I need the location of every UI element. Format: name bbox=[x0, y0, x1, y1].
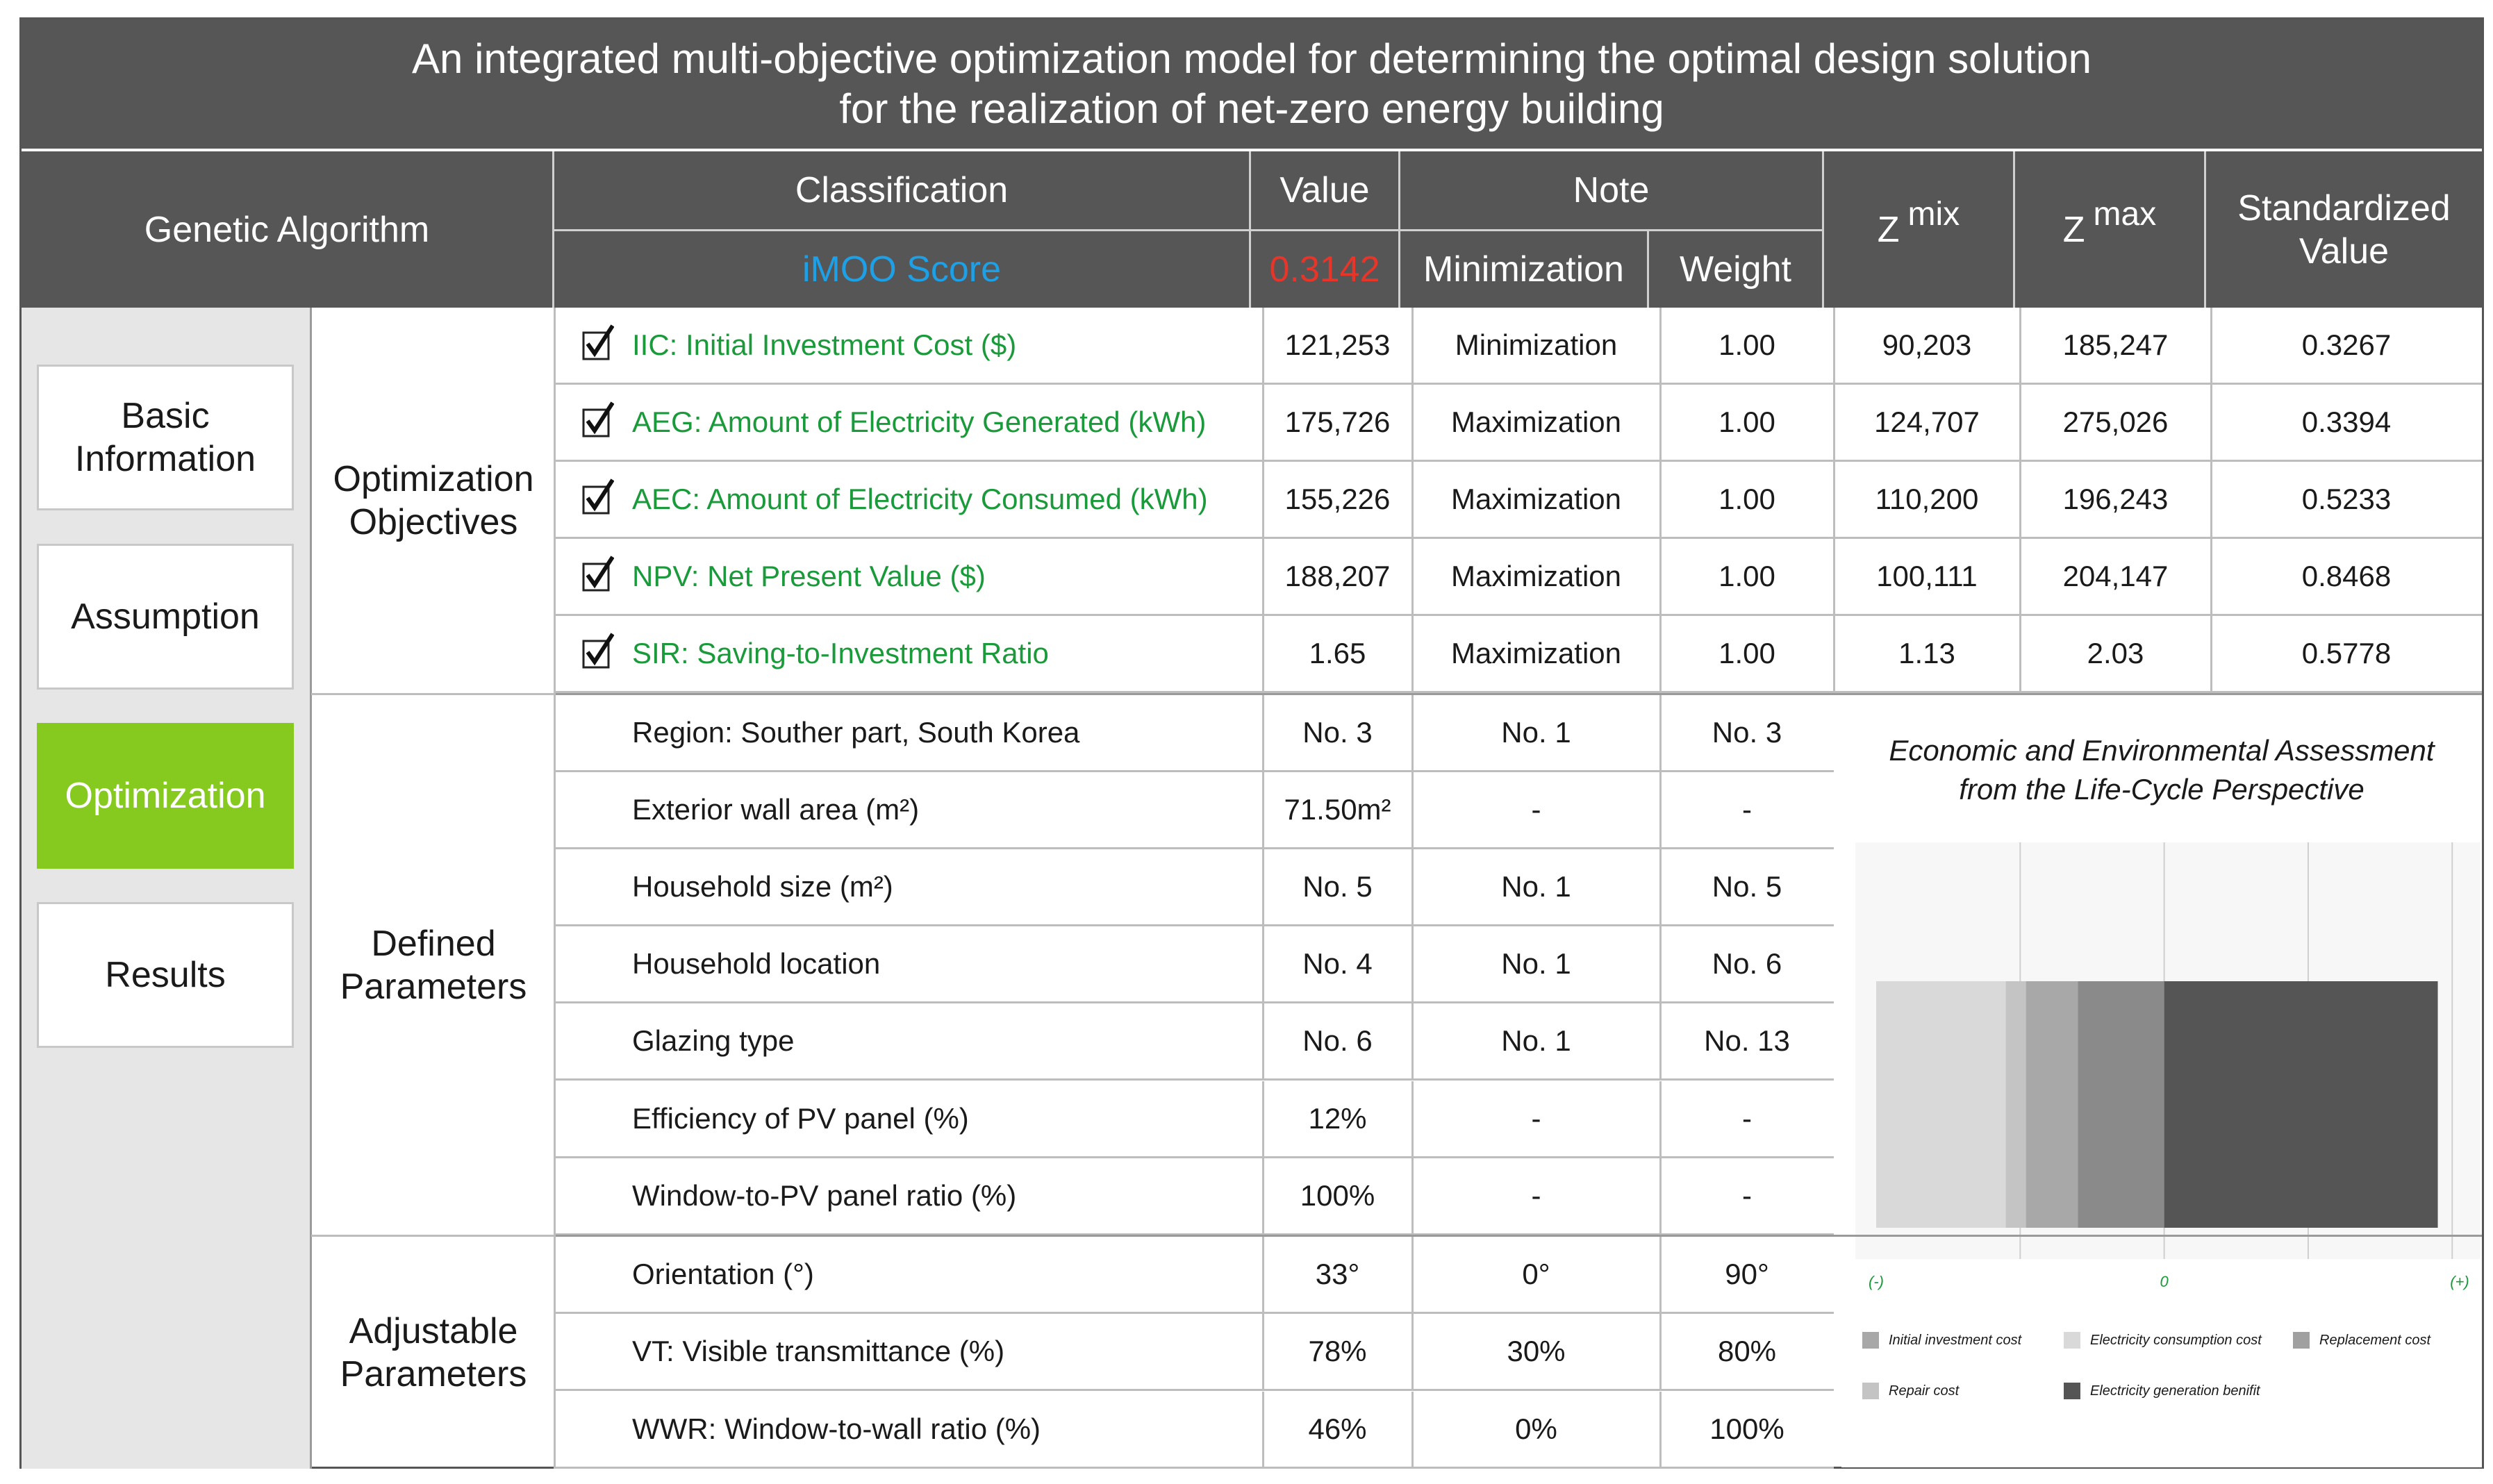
legend-label: Initial investment cost bbox=[1889, 1332, 2022, 1348]
objective-row-value: 188,207 bbox=[1284, 560, 1391, 592]
chart-svg bbox=[1841, 703, 2482, 1467]
defined-parameter-row-label: Glazing type bbox=[632, 1024, 795, 1058]
legend-label: Electricity consumption cost bbox=[2090, 1332, 2262, 1348]
imoo-score-value bbox=[1251, 231, 1398, 308]
objective-row-label: IIC: Initial Investment Cost ($) bbox=[632, 328, 1017, 361]
adjustable-parameter-row-min: 0° bbox=[1522, 1258, 1550, 1290]
legend-swatch bbox=[1862, 1383, 1879, 1399]
defined-parameter-row-label: Exterior wall area (m²) bbox=[632, 793, 920, 826]
checkbox-checked-icon[interactable] bbox=[582, 324, 614, 362]
adjustable-parameter-row-label: Orientation (°) bbox=[632, 1258, 814, 1290]
adjustable-parameter-row-label: WWR: Window-to-wall ratio (%) bbox=[632, 1412, 1041, 1445]
defined-parameter-row-max: - bbox=[1742, 793, 1752, 826]
objective-row-dir: Minimization bbox=[1455, 328, 1618, 361]
objective-row-label: SIR: Saving-to-Investment Ratio bbox=[632, 637, 1049, 669]
defined-parameter-row bbox=[556, 772, 1834, 849]
legend-swatch bbox=[2293, 1332, 2310, 1349]
objective-row-zmix: 1.13 bbox=[1898, 637, 1955, 669]
objective-row-dir: Maximization bbox=[1450, 483, 1622, 515]
checkbox-checked-icon[interactable] bbox=[582, 556, 614, 593]
title-line-1: An integrated multi-objective optimization model for determining the optimal design solution bbox=[412, 35, 2092, 82]
objective-row-std: 0.5778 bbox=[2301, 637, 2392, 669]
adjustable-parameter-row-value: 33° bbox=[1315, 1258, 1360, 1290]
adjustable-parameter-row-min: 0% bbox=[1515, 1412, 1557, 1445]
defined-parameter-row-min: No. 1 bbox=[1501, 947, 1571, 981]
chart-bar-segment bbox=[2006, 981, 2026, 1228]
table-header bbox=[22, 151, 2482, 308]
objective-row-zmix: 110,200 bbox=[1875, 483, 1979, 515]
classification-header: Classification bbox=[795, 170, 1009, 210]
defined-parameter-row-min: No. 1 bbox=[1501, 716, 1571, 749]
defined-parameter-row bbox=[556, 926, 1834, 1003]
legend-swatch bbox=[1862, 1332, 1879, 1349]
objective-row-std: 0.3267 bbox=[2301, 328, 2392, 361]
objective-row-weight: 1.00 bbox=[1718, 560, 1775, 592]
objective-row-value: 121,253 bbox=[1284, 328, 1391, 361]
defined-parameters-group: Defined Parameters bbox=[340, 923, 527, 1007]
chart-axis-label: 0 bbox=[2160, 1273, 2169, 1290]
objective-row-dir: Maximization bbox=[1450, 637, 1622, 669]
defined-parameter-row-min: - bbox=[1531, 793, 1541, 826]
adjustable-parameter-row bbox=[556, 1237, 1834, 1314]
chart-legend-item bbox=[1862, 1383, 1959, 1399]
defined-parameter-row-label: Household location bbox=[632, 947, 881, 981]
adjustable-parameter-row-max: 100% bbox=[1709, 1412, 1784, 1445]
defined-parameter-row-label: Efficiency of PV panel (%) bbox=[632, 1101, 969, 1135]
chart-legend-item bbox=[2064, 1332, 2262, 1349]
chart-bar-segment bbox=[2026, 981, 2078, 1228]
standardized-value-header: Standardized Value bbox=[2237, 187, 2451, 272]
note-header: Note bbox=[1573, 170, 1650, 210]
chart-legend-item bbox=[2293, 1332, 2430, 1349]
adjustable-parameter-row-min: 30% bbox=[1507, 1335, 1566, 1368]
defined-parameter-row bbox=[556, 1081, 1834, 1158]
defined-parameter-row-max: No. 6 bbox=[1712, 947, 1782, 981]
weight-header: Weight bbox=[1680, 249, 1791, 290]
chart-legend-item bbox=[2064, 1383, 2260, 1399]
defined-parameter-row-label: Household size (m²) bbox=[632, 870, 893, 903]
chart-title: Economic and Environmental Assessment from the Life-Cycle Perspective bbox=[1889, 734, 2435, 806]
checkbox-checked-icon[interactable] bbox=[582, 401, 614, 439]
defined-parameter-row-max: - bbox=[1742, 1178, 1752, 1212]
defined-parameter-row-value: No. 3 bbox=[1302, 716, 1373, 749]
defined-parameter-row-value: 12% bbox=[1308, 1101, 1367, 1135]
adjustable-parameter-row-value: 78% bbox=[1308, 1335, 1367, 1368]
defined-parameter-row bbox=[556, 849, 1834, 926]
objective-row-weight: 1.00 bbox=[1718, 637, 1775, 669]
defined-parameter-row-max: No. 13 bbox=[1704, 1024, 1790, 1058]
legend-label: Replacement cost bbox=[2319, 1332, 2431, 1348]
sidebar-item-optimization[interactable]: Optimization bbox=[37, 723, 294, 869]
legend-label: Repair cost bbox=[1889, 1383, 1960, 1399]
checkbox-checked-icon[interactable] bbox=[582, 633, 614, 670]
objective-row-std: 0.8468 bbox=[2301, 560, 2392, 592]
objective-row-std: 0.3394 bbox=[2301, 406, 2392, 438]
z-max-header: Z max bbox=[2062, 195, 2157, 250]
objective-row-weight: 1.00 bbox=[1718, 328, 1775, 361]
objective-row-weight: 1.00 bbox=[1718, 483, 1775, 515]
chart-axis-label: (-) bbox=[1869, 1273, 1884, 1290]
checkbox-checked-icon[interactable] bbox=[582, 478, 614, 516]
objective-row bbox=[556, 616, 2482, 693]
objective-row-zmax: 275,026 bbox=[2062, 406, 2169, 438]
objective-row-value: 155,226 bbox=[1284, 483, 1391, 515]
defined-parameter-row-label: Window-to-PV panel ratio (%) bbox=[632, 1178, 1017, 1212]
defined-parameter-row bbox=[556, 1003, 1834, 1081]
objective-row-std: 0.5233 bbox=[2301, 483, 2392, 515]
adjustable-parameter-row-label: VT: Visible transmittance (%) bbox=[632, 1335, 1005, 1368]
lifecycle-chart bbox=[1841, 703, 2482, 1467]
objective-row-zmix: 124,707 bbox=[1874, 406, 1980, 438]
chart-legend-item bbox=[1862, 1332, 2021, 1349]
adjustable-parameter-row bbox=[556, 1392, 1834, 1469]
imoo-score-text: iMOO Score bbox=[802, 249, 1002, 290]
objective-row-zmax: 204,147 bbox=[2062, 560, 2169, 592]
objective-row-label: NPV: Net Present Value ($) bbox=[632, 560, 986, 592]
chart-bar-segment bbox=[2078, 981, 2164, 1228]
objective-row-weight: 1.00 bbox=[1718, 406, 1775, 438]
legend-swatch bbox=[2064, 1332, 2080, 1349]
objective-row-dir: Maximization bbox=[1450, 560, 1622, 592]
defined-parameter-row-max: - bbox=[1742, 1101, 1752, 1135]
legend-label: Electricity generation benifit bbox=[2090, 1383, 2260, 1399]
minimization-header: Minimization bbox=[1423, 249, 1624, 290]
defined-parameter-row-value: 71.50m² bbox=[1284, 793, 1391, 826]
defined-parameter-row bbox=[556, 695, 1834, 772]
chart-axis-label: (+) bbox=[2450, 1273, 2469, 1290]
title-line-2: for the realization of net-zero energy building bbox=[839, 85, 1664, 132]
defined-parameter-row-value: No. 4 bbox=[1302, 947, 1373, 981]
defined-parameter-row-value: No. 6 bbox=[1302, 1024, 1373, 1058]
defined-parameter-row-max: No. 3 bbox=[1712, 716, 1782, 749]
objective-row bbox=[556, 308, 2482, 385]
defined-parameter-row-min: - bbox=[1531, 1178, 1541, 1212]
table-body bbox=[22, 308, 2482, 1469]
objective-row-value: 175,726 bbox=[1284, 406, 1391, 438]
chart-bar-segment bbox=[1876, 981, 2006, 1228]
objective-row-dir: Maximization bbox=[1450, 406, 1622, 438]
objective-row bbox=[556, 539, 2482, 616]
objective-row bbox=[556, 385, 2482, 462]
sidebar-item-basic-information[interactable]: Basic Information bbox=[37, 365, 294, 510]
sidebar bbox=[22, 308, 310, 1469]
adjustable-parameters-group: Adjustable Parameters bbox=[340, 1311, 527, 1394]
defined-parameter-row-min: No. 1 bbox=[1501, 1024, 1571, 1058]
sidebar-item-results[interactable]: Results bbox=[37, 902, 294, 1048]
objective-row-zmix: 90,203 bbox=[1882, 328, 1972, 361]
adjustable-parameter-row-value: 46% bbox=[1308, 1412, 1367, 1445]
main-frame bbox=[19, 17, 2484, 1469]
adjustable-parameter-row-max: 90° bbox=[1725, 1258, 1769, 1290]
defined-parameter-row-max: No. 5 bbox=[1712, 870, 1782, 903]
defined-parameter-row-min: No. 1 bbox=[1501, 870, 1571, 903]
imoo-score-number: 0.3142 bbox=[1269, 249, 1380, 290]
adjustable-parameter-row-max: 80% bbox=[1717, 1335, 1777, 1368]
legend-swatch bbox=[2064, 1383, 2080, 1399]
genetic-algorithm-label: Genetic Algorithm bbox=[144, 209, 430, 250]
title-bar bbox=[22, 19, 2482, 149]
chart-bar-segment bbox=[2164, 981, 2438, 1228]
objective-row-label: AEG: Amount of Electricity Generated (kWh) bbox=[632, 406, 1207, 438]
objective-row bbox=[556, 462, 2482, 539]
objective-row-zmax: 2.03 bbox=[2087, 637, 2144, 669]
sidebar-item-assumption[interactable]: Assumption bbox=[37, 544, 294, 690]
defined-parameter-row-value: 100% bbox=[1300, 1178, 1375, 1212]
defined-parameter-row bbox=[556, 1158, 1834, 1235]
defined-parameter-row-min: - bbox=[1531, 1101, 1541, 1135]
objective-row-label: AEC: Amount of Electricity Consumed (kWh) bbox=[632, 483, 1208, 515]
optimization-objectives-group: Optimization Objectives bbox=[333, 458, 534, 542]
adjustable-parameter-row bbox=[556, 1314, 1834, 1391]
value-header: Value bbox=[1279, 170, 1370, 210]
objective-row-zmax: 185,247 bbox=[2062, 328, 2169, 361]
objective-row-zmix: 100,111 bbox=[1876, 560, 1978, 592]
imoo-score-label bbox=[554, 231, 1249, 308]
defined-parameter-row-label: Region: Souther part, South Korea bbox=[632, 716, 1080, 749]
defined-parameter-row-value: No. 5 bbox=[1302, 870, 1373, 903]
z-mix-header: Z mix bbox=[1877, 195, 1960, 250]
objective-row-zmax: 196,243 bbox=[2062, 483, 2169, 515]
objective-row-value: 1.65 bbox=[1309, 637, 1366, 669]
